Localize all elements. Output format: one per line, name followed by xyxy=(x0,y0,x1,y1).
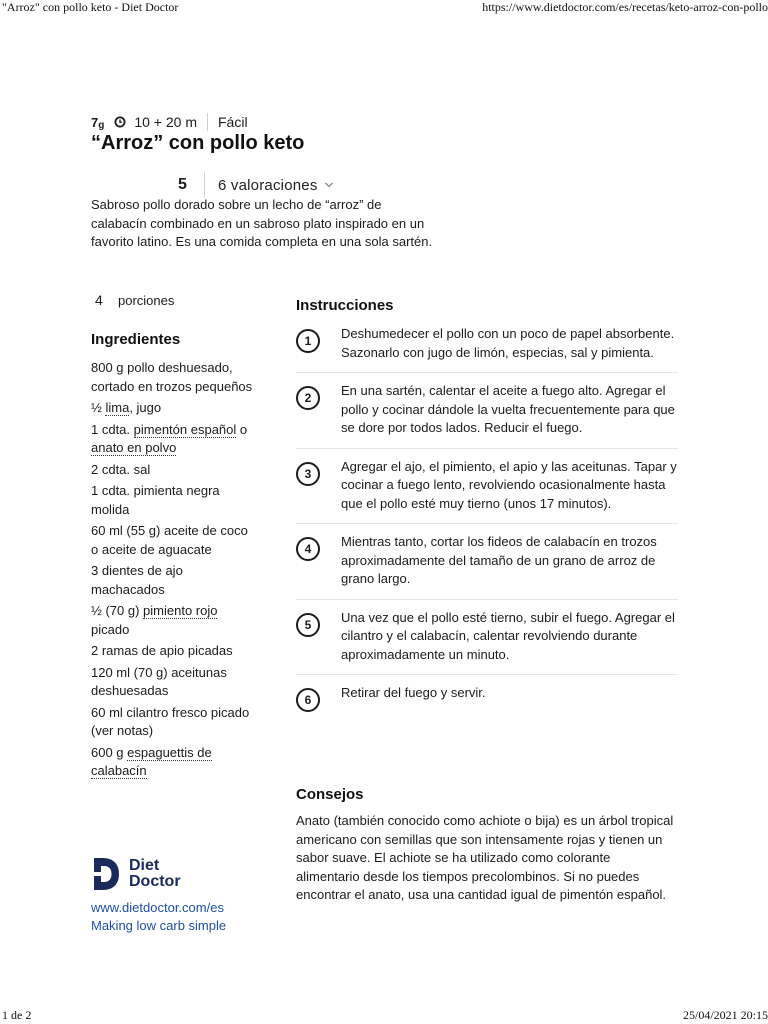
ingredient-item: 600 g espaguettis de calabacín xyxy=(91,744,212,778)
ingredient-item: 3 dientes de ajo machacados xyxy=(91,563,183,597)
clock-icon xyxy=(114,116,126,128)
ingredient-item: 60 ml (55 g) aceite de coco o aceite de aguacate xyxy=(91,523,248,557)
instruction-step xyxy=(296,373,678,449)
step-text: En una sartén, calentar el aceite a fuego alto. Agregar el pollo y cocinar dándole la vuelta frecuentemente para que se dore por todos lados. Reducir el fuego. xyxy=(341,383,675,435)
ingredient-item: 2 ramas de apio picadas xyxy=(91,643,233,658)
ingredient-item: 1 cdta. pimienta negra molida xyxy=(91,483,220,517)
step-number: 1 xyxy=(296,329,320,353)
print-header xyxy=(0,0,768,16)
step-number: 2 xyxy=(296,386,320,410)
site-url-link[interactable]: www.dietdoctor.com/es xyxy=(91,900,224,915)
instruction-step xyxy=(296,449,678,525)
step-text: Agregar el ajo, el pimiento, el apio y las aceitunas. Tapar y cocinar a fuego lento, revolviendo ocasionalmente hasta que el pollo esté muy tierno (unos 17 minutos). xyxy=(341,458,677,511)
rating-divider xyxy=(204,172,205,198)
print-header-url: https://www.dietdoctor.com/es/recetas/keto-arroz-con-pollo xyxy=(482,0,768,14)
recipe-meta-row xyxy=(91,113,248,131)
servings[interactable] xyxy=(95,292,174,308)
rating-count-link[interactable]: 6 valoraciones xyxy=(218,176,318,194)
print-footer xyxy=(0,1008,768,1024)
ingredient-link-espaguettis[interactable]: espaguettis de calabacín xyxy=(91,744,212,778)
ingredient-item: ½ lima, jugo xyxy=(91,400,162,415)
brand-slogan: Making low carb simple xyxy=(91,918,227,933)
ingredients-list xyxy=(91,359,256,784)
ingredient-item: 800 g pollo deshuesado, cortado en trozos pequeños xyxy=(91,360,253,394)
instruction-step xyxy=(296,675,678,722)
net-carbs: $7_g$ xyxy=(91,114,105,131)
step-text: Una vez que el pollo esté tierno, subir el fuego. Agregar el cilantro y el calabacín, calentar revolviendo durante aproximadamente un minuto. xyxy=(341,609,675,662)
step-number: 5 xyxy=(296,613,320,637)
tips-text: Anato (también conocido como achiote o bija) es un árbol tropical americano con semillas que son intensamente rojas y tienen un sabor suave. El achiote se ha utilizado como colorante alimentario desde los tiempos precolombinos. Si no puedes encontrar el anato, usa una cantidad igual de pimentón español. xyxy=(296,813,674,902)
servings-label: porciones xyxy=(118,293,175,308)
ingredient-link-anato[interactable]: anato en polvo xyxy=(91,440,177,455)
step-text: Mientras tanto, cortar los fideos de calabacín en trozos aproximadamente del tamaño de un grano de arroz de grano largo. xyxy=(341,534,657,586)
print-datetime: 25/04/2021 20:15 xyxy=(682,1008,768,1022)
page-number: 1 de 2 xyxy=(2,1008,32,1022)
diet-doctor-logo-icon xyxy=(91,856,121,892)
step-text: Deshumedecer el pollo con un poco de papel absorbente. Sazonarlo con jugo de limón, especias, sal y pimienta. xyxy=(341,326,675,360)
instructions-heading: Instrucciones xyxy=(296,297,394,314)
cook-time: 10 + 20 m xyxy=(134,114,197,130)
instruction-step xyxy=(296,600,678,676)
ingredient-link-pimiento[interactable]: pimiento rojo xyxy=(143,603,218,618)
logo-wordmark: Diet Doctor xyxy=(129,857,181,890)
instruction-step xyxy=(296,524,678,600)
chevron-down-icon[interactable] xyxy=(324,181,334,189)
tips-heading: Consejos xyxy=(296,786,364,803)
instruction-step xyxy=(296,316,678,373)
instructions-list xyxy=(296,316,678,722)
step-text: Retirar del fuego y servir. xyxy=(341,685,486,700)
ingredients-heading: Ingredientes xyxy=(91,331,181,348)
difficulty: Fácil xyxy=(218,114,248,130)
ingredient-link-lima[interactable]: lima xyxy=(105,400,130,415)
servings-count[interactable]: 4 xyxy=(95,292,103,308)
recipe-title: “Arroz” con pollo keto xyxy=(91,132,305,154)
recipe-intro: Sabroso pollo dorado sobre un lecho de “arroz” de calabacín combinado en un sabroso plato inspirado en un favorito latino. Es una comida completa en una sola sartén. xyxy=(91,197,433,249)
ingredient-item: 2 cdta. sal xyxy=(91,461,151,477)
diet-doctor-logo[interactable] xyxy=(91,856,181,892)
meta-divider xyxy=(207,113,208,131)
ingredient-link-pimenton[interactable]: pimentón español xyxy=(133,421,237,437)
ingredient-item: 60 ml cilantro fresco picado (ver notas) xyxy=(91,704,250,738)
ingredient-item: 1 cdta. pimentón español o anato en polvo xyxy=(91,421,248,455)
step-number: 4 xyxy=(296,537,320,561)
ingredient-item: ½ (70 g) pimiento rojo picado xyxy=(91,603,218,637)
step-number: 3 xyxy=(296,462,320,486)
rating-row[interactable] xyxy=(178,172,334,198)
rating-score: 5 xyxy=(178,176,187,193)
ingredient-item: 120 ml (70 g) aceitunas deshuesadas xyxy=(91,664,227,698)
print-header-title: "Arroz" con pollo keto - Diet Doctor xyxy=(2,0,179,14)
step-number: 6 xyxy=(296,688,320,712)
